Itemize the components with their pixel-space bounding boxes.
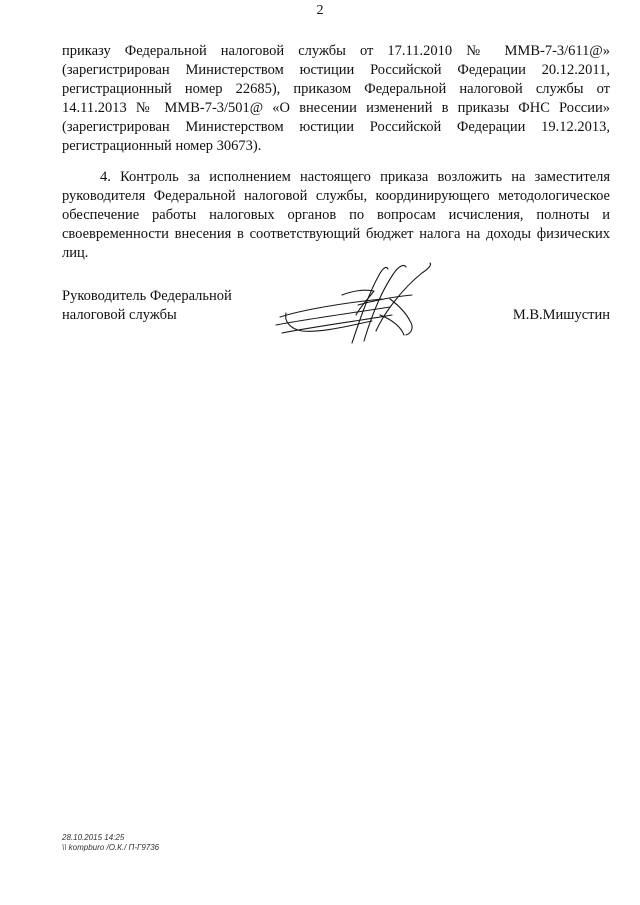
signatory-title-line-2: налоговой службы: [62, 307, 177, 323]
document-footer: [62, 833, 159, 853]
footer-reference: \\ kompburo /О.К./ П-Г9736: [62, 843, 160, 852]
footer-timestamp: 28.10.2015 14:25: [62, 833, 125, 842]
signatory-title: [62, 287, 232, 325]
page-number: 2: [316, 3, 324, 18]
signatory-title-line-1: Руководитель Федеральной: [62, 288, 232, 304]
paragraph-item-4: 4. Контроль за исполнением настоящего приказа возложить на заместителя руководителя Федеральной налоговой службы, координирующего методологическое обеспечение работы налоговых органов по вопросам исчисления, полноты и своевременности внесения в соответствующий бюджет налога на доходы физических лиц.: [62, 169, 610, 261]
document-body: [62, 42, 610, 263]
handwritten-signature: [272, 255, 442, 347]
paragraph-continuation: приказу Федеральной налоговой службы от 17.11.2010 № ММВ-7-3/611@» (зарегистрирован Министерством юстиции Российской Федерации 20.12.2011, регистрационный номер 22685), приказом Федеральной налоговой службы от 14.11.2013 № ММВ-7-3/501@ «О внесении изменений в приказы ФНС России» (зарегистрирован Министерством юстиции Российской Федерации 19.12.2013, регистрационный номер 30673).: [62, 43, 610, 154]
signatory-name: М.В.Мишустин: [512, 307, 610, 323]
